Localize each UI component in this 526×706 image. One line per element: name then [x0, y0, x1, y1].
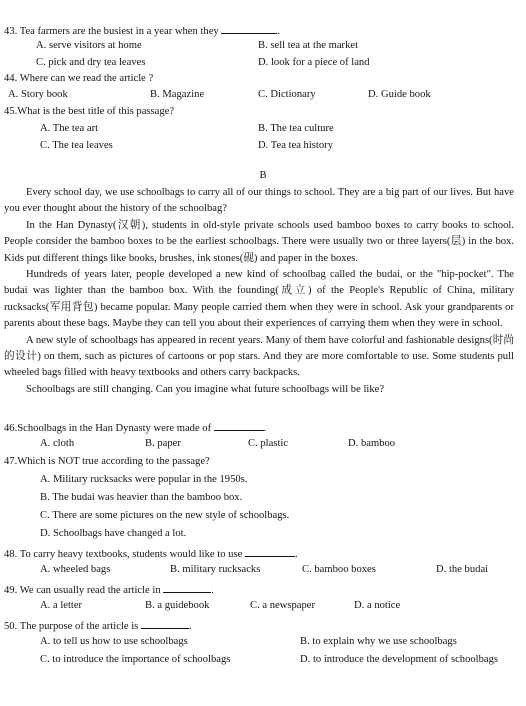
question-49 — [4, 582, 214, 598]
option-49-b: B. a guidebook — [145, 600, 210, 611]
option-46-b: B. paper — [145, 438, 181, 449]
question-48 — [4, 546, 298, 562]
option-46-c: C. plastic — [248, 438, 289, 449]
option-45-c: C. The tea leaves — [40, 140, 113, 151]
option-43-c: C. pick and dry tea leaves — [36, 57, 146, 68]
question-end: . — [294, 549, 298, 560]
question-number: 44. — [4, 73, 18, 84]
option-45-d: D. Tea tea history — [258, 140, 333, 151]
reading-passage — [4, 185, 514, 398]
passage-paragraph-1: Every school day, we use schoolbags to carry all of our things to school. They are a big part of our lives. But have you ever thought about the history of the schoolbag? — [4, 187, 514, 215]
option-49-d: D. a notice — [354, 600, 401, 611]
option-48-a: A. wheeled bags — [40, 564, 111, 575]
question-stem: What is the best title of this passage? — [17, 106, 175, 117]
answer-blank — [214, 420, 264, 431]
question-stem: We can usually read the article in — [19, 585, 161, 596]
option-48-b: B. military rucksacks — [170, 564, 261, 575]
option-43-a: A. serve visitors at home — [36, 40, 142, 51]
option-50-c: C. to introduce the importance of schoolbags — [40, 654, 231, 665]
option-49-c: C. a newspaper — [250, 600, 316, 611]
option-43-d: D. look for a piece of land — [258, 57, 370, 68]
question-43 — [4, 23, 280, 39]
passage-paragraph-2: In the Han Dynasty(汉朝), students in old-style private schools used bamboo boxes to carry books to school. People consider the bamboo boxes to be the earliest schoolbags. There were usually two or three layers(层) in the box. Kids put different things like books, brushes, ink stones(砚) and paper in the boxes. — [4, 219, 514, 264]
question-44 — [4, 73, 153, 86]
option-48-d: D. the budai — [436, 564, 489, 575]
passage-paragraph-5: Schoolbags are still changing. Can you imagine what future schoolbags will be like? — [26, 383, 385, 395]
question-46 — [4, 420, 266, 436]
option-44-b: B. Magazine — [150, 89, 205, 100]
option-44-d: D. Guide book — [368, 89, 431, 100]
answer-blank — [221, 23, 277, 34]
passage-paragraph-4: A new style of schoolbags has appeared in recent years. Many of them have colorful and fashionable designs(时尚的设计) on them, such as pictures of cartoons or pop stars. And they are more comfortable to use. Some students pull wheeled bags filled with heavy textbooks and others carry backpacks. — [4, 334, 514, 379]
question-number: 45. — [4, 106, 18, 117]
option-50-d: D. to introduce the development of schoolbags — [300, 654, 499, 665]
option-48-c: C. bamboo boxes — [302, 564, 376, 575]
option-50-a: A. to tell us how to use schoolbags — [40, 636, 188, 647]
option-47-a: A. Military rucksacks were popular in the 1950s. — [40, 474, 248, 485]
question-number: 47. — [4, 456, 18, 467]
option-50-b: B. to explain why we use schoolbags — [300, 636, 457, 647]
section-label: B — [259, 170, 267, 181]
question-end: . — [188, 621, 192, 632]
question-number: 46. — [4, 423, 18, 434]
answer-blank — [163, 582, 211, 593]
answer-blank — [245, 546, 295, 557]
answer-blank — [141, 618, 189, 629]
question-stem: Where can we read the article ? — [19, 73, 154, 84]
option-46-d: D. bamboo — [348, 438, 396, 449]
option-49-a: A. a letter — [40, 600, 83, 611]
option-44-c: C. Dictionary — [258, 89, 316, 100]
option-47-b: B. The budai was heavier than the bamboo box. — [40, 492, 243, 503]
question-stem: To carry heavy textbooks, students would like to use — [19, 549, 243, 560]
question-45 — [4, 106, 174, 119]
question-number: 49. — [4, 585, 18, 596]
question-stem: The purpose of the article is — [19, 621, 139, 632]
option-47-d: D. Schoolbags have changed a lot. — [40, 528, 187, 539]
option-46-a: A. cloth — [40, 438, 75, 449]
question-number: 50. — [4, 621, 18, 632]
question-47 — [4, 456, 210, 469]
passage-paragraph-3: Hundreds of years later, people developed a new kind of schoolbag called the budai, or the "hip-pocket". The budai was lighter than the bamboo box. With the founding(成立) of the People's Republic of China, military rucksacks(军用背包) became popular. Many people carried them when they were in school. Ask your grandparents or parents about these bags. Maybe they can tell you about their experiences of carrying them when they were in school. — [4, 269, 514, 330]
option-43-b: B. sell tea at the market — [258, 40, 359, 51]
question-stem: Tea farmers are the busiest in a year when they — [19, 26, 219, 37]
question-number: 48. — [4, 549, 18, 560]
question-end: . — [263, 423, 267, 434]
question-number: 43. — [4, 26, 18, 37]
option-44-a: A. Story book — [8, 89, 68, 100]
question-end: . — [211, 585, 214, 596]
option-45-b: B. The tea culture — [258, 123, 334, 134]
option-45-a: A. The tea art — [40, 123, 99, 134]
option-47-c: C. There are some pictures on the new style of schoolbags. — [40, 510, 290, 521]
question-stem: Schoolbags in the Han Dynasty were made of — [17, 423, 212, 434]
question-stem: Which is NOT true according to the passage? — [17, 456, 210, 467]
question-end: . — [277, 26, 281, 37]
question-50 — [4, 618, 192, 634]
